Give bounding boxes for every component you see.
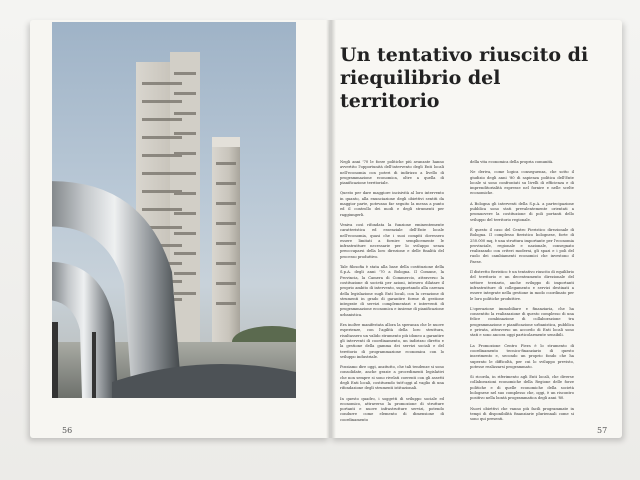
- paragraph: Negli anni '70 le forze politiche più avanzate hanno avvertito l'opportunità dell'intervento degli Enti locali nell'economia con poteri di indirizzo a livello di programmazione economica, oltre a quella di pianificazione territoriale.: [340, 160, 444, 186]
- paragraph: Nuovi obiettivi che vanno più facili programmate in tempi di disponibilità finanziarie pluriennali come si sono qui presenti.: [470, 406, 574, 422]
- paragraph: L'operazione immobiliare e finanziaria, che ha consentito la realizzazione di questo complesso di una felice combinazione di collaborazione tra programmazione e pianificazione urbanistica, pubblica e privata, attraverso un accordo di Enti locali sono stati e sono ancora oggi particolarmente sensibili.: [470, 306, 574, 338]
- book-gutter: [326, 20, 336, 438]
- paragraph: A Bologna gli interventi della S.p.A. a partecipazione pubblica sono stati prevalentemente orientati a promuovere la costituzione di poli portanti dello sviluppo del territorio regionale.: [470, 201, 574, 222]
- paragraph: Veniva così rifondata la funzione eminentemente caratteristica ed essenziale dell'Ente locale nell'economia, quasi che i suoi compiti dovessero essere limitati a fornire semplicemente le infrastrutture necessarie per lo sviluppo senza preoccuparsi della loro direzione e delle finalità del processo produttivo.: [340, 222, 444, 259]
- article-title: [340, 44, 600, 113]
- towers-illustration: [52, 22, 296, 398]
- right-page-number: 57: [597, 426, 608, 435]
- paragraph: Possiamo dire oggi, anzitutto, che tali tendenze si sono consolidate, anche grazie a procedimenti legislativi che non sempre si sono rivelati coerenti con gli assetti degli Enti locali, costituendo tutt'oggi al vaglio di una rifondazione degli strumenti istituzionali.: [340, 365, 444, 391]
- paragraph: Il distretto fieristico è un tentativo riuscito di equilibrio del territorio e un decentramento direzionale del settore terziario, anche sviluppo di importanti infrastrutture di collegamento e servizi destinati a essere integrate nella gestione in modo coordinato per le loro politiche produttive.: [470, 270, 574, 301]
- paragraph: La Promozione Centro Fiera è lo strumento di coordinamento tecnico-finanziario di questo inserimento e, secondo un proprio fondo che ha superato le difficoltà, per cui lo sviluppo previsto, potesse realizzarsi programmato.: [470, 343, 574, 369]
- paragraph: della vita economica della propria comunità.: [470, 160, 554, 164]
- paragraph: Si ricorda, in riferimento agli Enti locali, che diverse collaborazioni economiche della Regione delle forze politiche e di quelle economiche della società bolognese nel suo complesso che, oggi, è un riscontro positivo nella bontà programmatica degli anni '80.: [470, 375, 574, 401]
- title-line-2: riequilibrio del territorio: [340, 67, 501, 112]
- paragraph: Tale filosofia è stata alla base della costituzione della S.p.A. degli anni '70 a Bologna. Il Comune, la Provincia, la Camera di Commercio, attraverso la costituzione di società per azioni, intesero dilatare il proprio ambito di intervento, supportando alla carenza della legislazione sugli Enti locali, con la creazione di strumenti in grado di garantire forme di gestione integrate di servizi complementari e interventi di programmazione economica e insieme di pianificazione urbanistica.: [340, 265, 444, 317]
- paragraph: Questo per dare maggiore incisività al loro intervento in quanto, alla enunciazione degli obiettivi sentiti da maggior parte, potevano far seguito la messa a punto ed il controllo dei modi e degli strumenti per raggiungerli.: [340, 191, 444, 217]
- paragraph: In questo quadro, i soggetti di sviluppo sociale ed economico, attraverso la promozione di strutture portanti e nuove infrastrutture servizi, potendo condurre come elemento di dimensione di coordinamento: [340, 396, 444, 422]
- text-column-1: [340, 160, 444, 428]
- title-line-1: Un tentativo riuscito di: [340, 44, 589, 66]
- text-column-2: [470, 160, 574, 427]
- left-page-number: 56: [62, 426, 73, 435]
- paragraph: Ne deriva, come logica conseguenza, che sotto il giudizio degli anni '80 di sapienza politica dell'Ente locale si sono confrontati su livelli di efficienza e di imprenditorialità espresse nel fornire e nelle scelte economiche.: [470, 170, 574, 196]
- paragraph: Era inoltre manifestata allora la speranza che le nuove esperienze, con l'agilità della loro struttura, risultassero un valido strumento più idoneo a garantire gli interventi di coordinamento, un indirizzo diretto e la gestione della gamma dei servizi sociali e del territorio di programmazione economica con lo sviluppo industriale.: [340, 323, 444, 359]
- paragraph: È questo il caso del Centro Fieristico direzionale di Bologna. Il complesso fieristico bolognese, forte di 250.000 mq, è una struttura importante per l'economia provinciale, regionale e nazionale, consegnato realizzando con criteri moderni, gli spazi e i poli del ruolo dei cambiamenti economici che investono il Paese.: [470, 227, 574, 264]
- architecture-photo: [52, 22, 296, 398]
